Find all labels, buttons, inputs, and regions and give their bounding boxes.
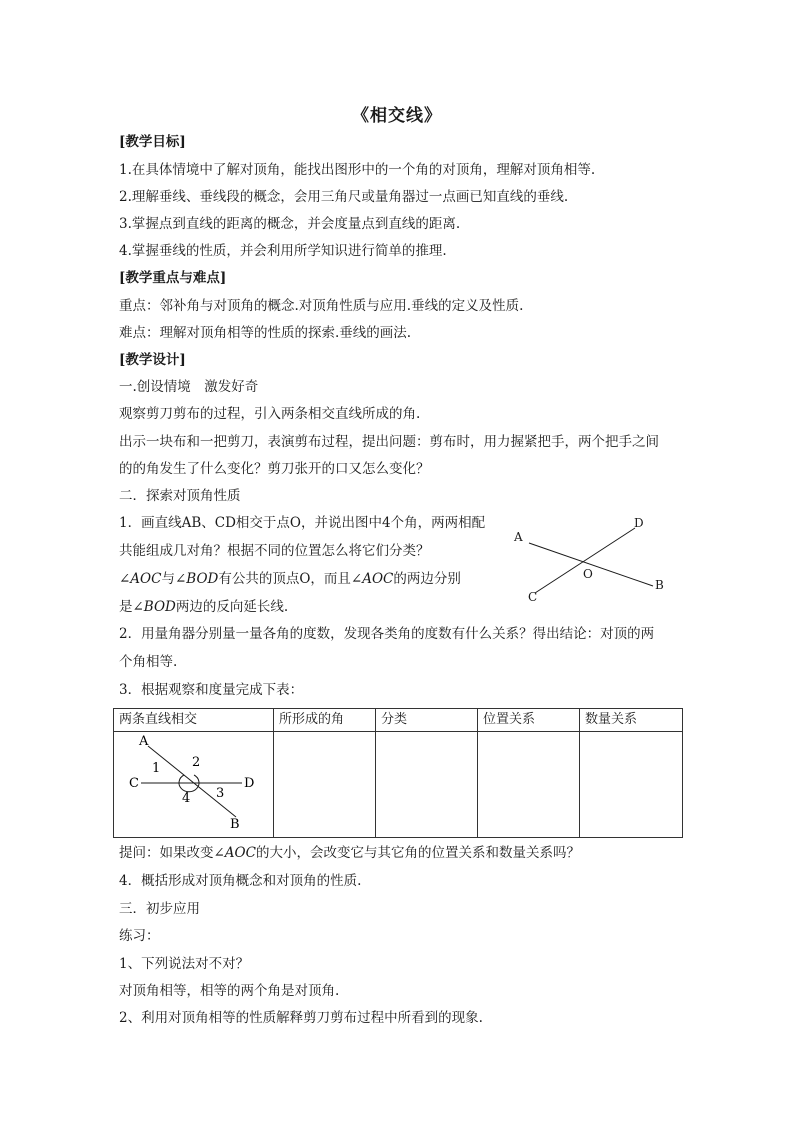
point-label-o: O — [583, 567, 593, 581]
intersecting-lines-figure — [505, 510, 685, 610]
angle-number-2: 2 — [192, 755, 201, 770]
angle-label: ∠AOC — [213, 845, 256, 861]
part1-title: 一.创设情境 激发好奇 — [119, 379, 259, 395]
table-cell — [580, 732, 683, 838]
angle-label: ∠AOC — [119, 571, 162, 587]
paragraph-line: 的的角发生了什么变化？剪刀张开的口又怎么变化？ — [119, 461, 430, 477]
angle-table — [113, 708, 683, 838]
paragraph-line: 2．用量角器分别量一量各角的度数，发现各类角的度数有什么关系？得出结论：对顶的两 — [119, 626, 655, 642]
text-fragment: 两边的反向延长线. — [175, 599, 289, 615]
angle-number-1: 1 — [152, 761, 161, 776]
heading-objectives: [教学目标] — [119, 134, 186, 150]
point-label-c: C — [129, 776, 139, 791]
heading-design: [教学设计] — [119, 352, 186, 368]
angle-number-3: 3 — [216, 786, 225, 801]
text-fragment: 的大小，会改变它与其它角的位置关系和数量关系吗？ — [255, 845, 580, 861]
paragraph-line: 4．概括形成对顶角概念和对顶角的性质. — [119, 873, 362, 889]
table-header-cell: 数量关系 — [580, 709, 683, 732]
heading-key-points: [教学重点与难点] — [119, 270, 227, 286]
point-label-b: B — [655, 578, 664, 592]
key-point-item: 重点：邻补角与对顶角的概念.对顶角性质与应用.垂线的定义及性质. — [119, 298, 524, 314]
objective-item: 1.在具体情境中了解对顶角，能找出图形中的一个角的对顶角，理解对顶角相等. — [119, 162, 596, 178]
paragraph-line: 3．根据观察和度量完成下表： — [119, 682, 304, 698]
text-fragment: 有公共的顶点O，而且 — [218, 571, 351, 587]
paragraph-line: 练习： — [119, 928, 160, 944]
point-label-d: D — [634, 516, 644, 530]
point-label-c: C — [528, 590, 538, 604]
text-fragment: 的两边分别 — [393, 571, 461, 587]
table-row — [114, 732, 683, 838]
paragraph-line — [119, 597, 288, 617]
table-cell-figure — [114, 732, 274, 838]
paragraph-line: 1．画直线AB、CD相交于点O，并说出图中4个角，两两相配 — [119, 515, 486, 531]
point-label-a: A — [514, 530, 523, 544]
paragraph-line: 对顶角相等，相等的两个角是对顶角. — [119, 983, 340, 999]
paragraph-line: 个角相等. — [119, 654, 178, 670]
paragraph-line: 观察剪刀剪布的过程，引入两条相交直线所成的角. — [119, 406, 421, 422]
point-label-d: D — [244, 776, 255, 791]
key-point-item: 难点：理解对顶角相等的性质的探索.垂线的画法. — [119, 325, 412, 341]
numbered-angles-figure — [114, 732, 272, 830]
paragraph-line: 共能组成几对角？根据不同的位置怎么将它们分类？ — [119, 543, 430, 559]
angle-label: ∠BOD — [132, 599, 176, 615]
table-header-cell: 两条直线相交 — [114, 709, 274, 732]
page-title: 《相交线》 — [352, 106, 442, 126]
angle-label: ∠BOD — [174, 571, 219, 587]
table-header-cell: 分类 — [376, 709, 478, 732]
text-fragment: 提问：如果改变 — [119, 845, 214, 861]
text-fragment: 是 — [119, 599, 133, 615]
part2-title: 二．探索对顶角性质 — [119, 488, 241, 504]
objective-item: 2.理解垂线、垂线段的概念，会用三角尺或量角器过一点画已知直线的垂线. — [119, 189, 569, 205]
table-cell — [376, 732, 478, 838]
exercise-item: 2、利用对顶角相等的性质解释剪刀剪布过程中所看到的现象. — [119, 1010, 483, 1026]
angle-label: ∠AOC — [350, 571, 394, 587]
paragraph-line — [119, 843, 580, 863]
line-cd — [535, 528, 635, 593]
table-header-cell: 位置关系 — [478, 709, 580, 732]
objective-item: 4.掌握垂线的性质，并会利用所学知识进行简单的推理. — [119, 243, 447, 259]
table-cell — [478, 732, 580, 838]
paragraph-line — [119, 569, 461, 589]
text-fragment: 与 — [161, 571, 175, 587]
table-cell — [274, 732, 376, 838]
objective-item: 3.掌握点到直线的距离的概念，并会度量点到直线的距离. — [119, 216, 461, 232]
angle-number-4: 4 — [182, 791, 191, 806]
part3-title: 三．初步应用 — [119, 901, 200, 917]
exercise-item: 1、下列说法对不对？ — [119, 956, 250, 972]
point-label-b: B — [230, 817, 240, 830]
table-header-row — [114, 709, 683, 732]
paragraph-line: 出示一块布和一把剪刀，表演剪布过程，提出问题：剪布时，用力握紧把手，两个把手之间 — [119, 434, 659, 450]
point-label-a: A — [139, 734, 149, 749]
table-header-cell: 所形成的角 — [274, 709, 376, 732]
